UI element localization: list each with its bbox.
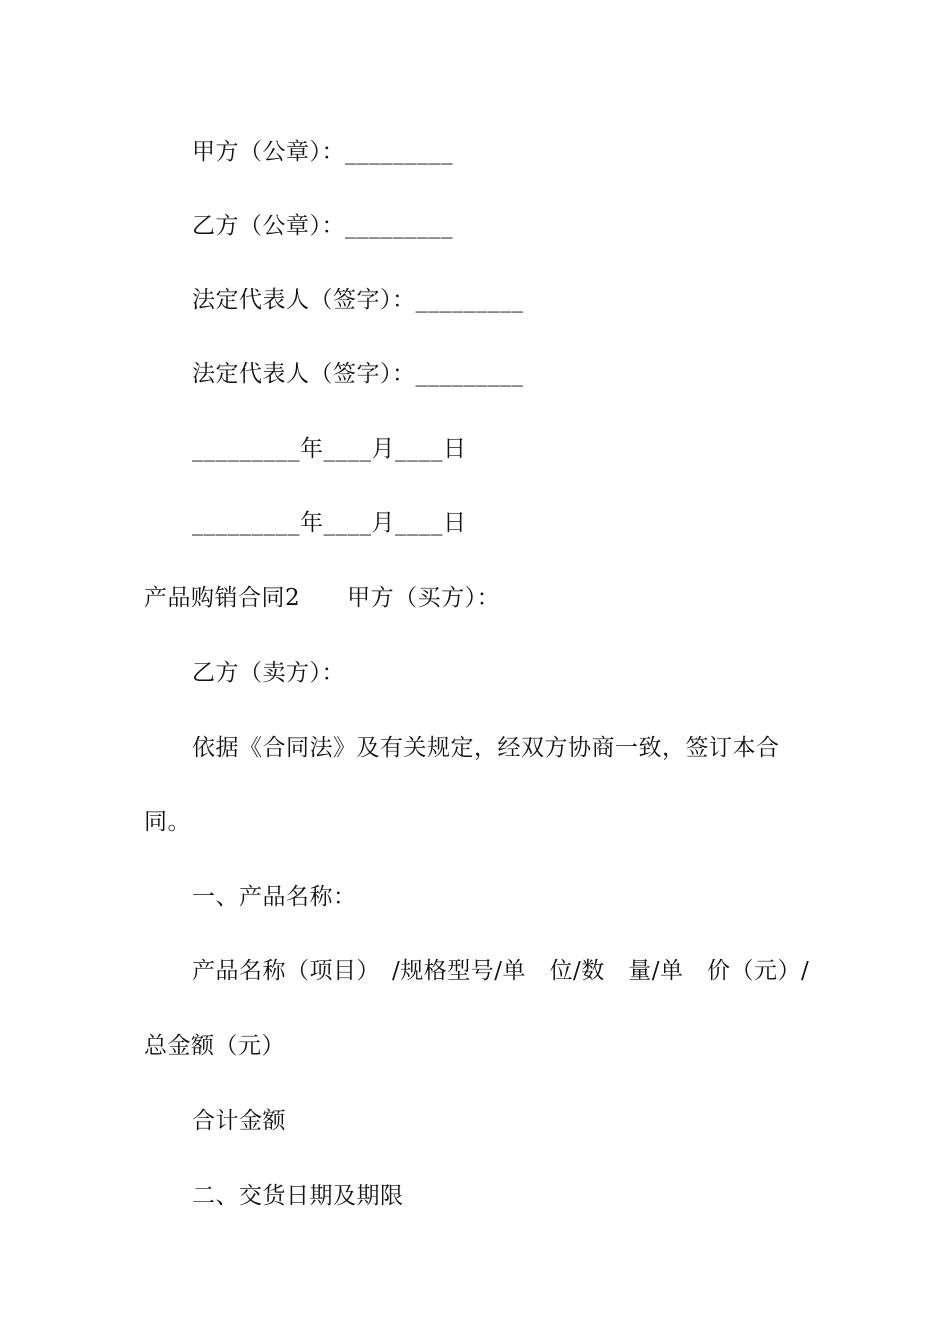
party-b-seal-line: 乙方（公章）：_________ [192, 213, 453, 239]
date-line-2: _________年____月____日 [192, 510, 467, 536]
party-b-seller-line: 乙方（卖方）： [192, 660, 345, 686]
legal-rep-signature-line-1: 法定代表人（签字）：_________ [192, 287, 524, 313]
party-a-seal-line: 甲方（公章）：_________ [192, 139, 453, 165]
date-line-1: _________年____月____日 [192, 436, 467, 462]
basis-paragraph-line-1: 依据《合同法》及有关规定，经双方协商一致，签订本合 [192, 735, 780, 761]
section-one-heading: 一、产品名称： [192, 884, 357, 910]
legal-rep-signature-line-2: 法定代表人（签字）：_________ [192, 361, 524, 387]
basis-paragraph-line-2: 同。 [144, 809, 191, 835]
contract-title-party-a-buyer: 产品购销合同2 甲方（买方）： [144, 585, 501, 611]
total-amount-line: 合计金额 [192, 1108, 286, 1134]
product-columns-line-1: 产品名称（项目） /规格型号/单 位/数 量/单 价（元）/ [192, 958, 810, 984]
product-columns-line-2: 总金额（元） [144, 1033, 285, 1059]
section-two-heading: 二、交货日期及期限 [192, 1183, 404, 1209]
